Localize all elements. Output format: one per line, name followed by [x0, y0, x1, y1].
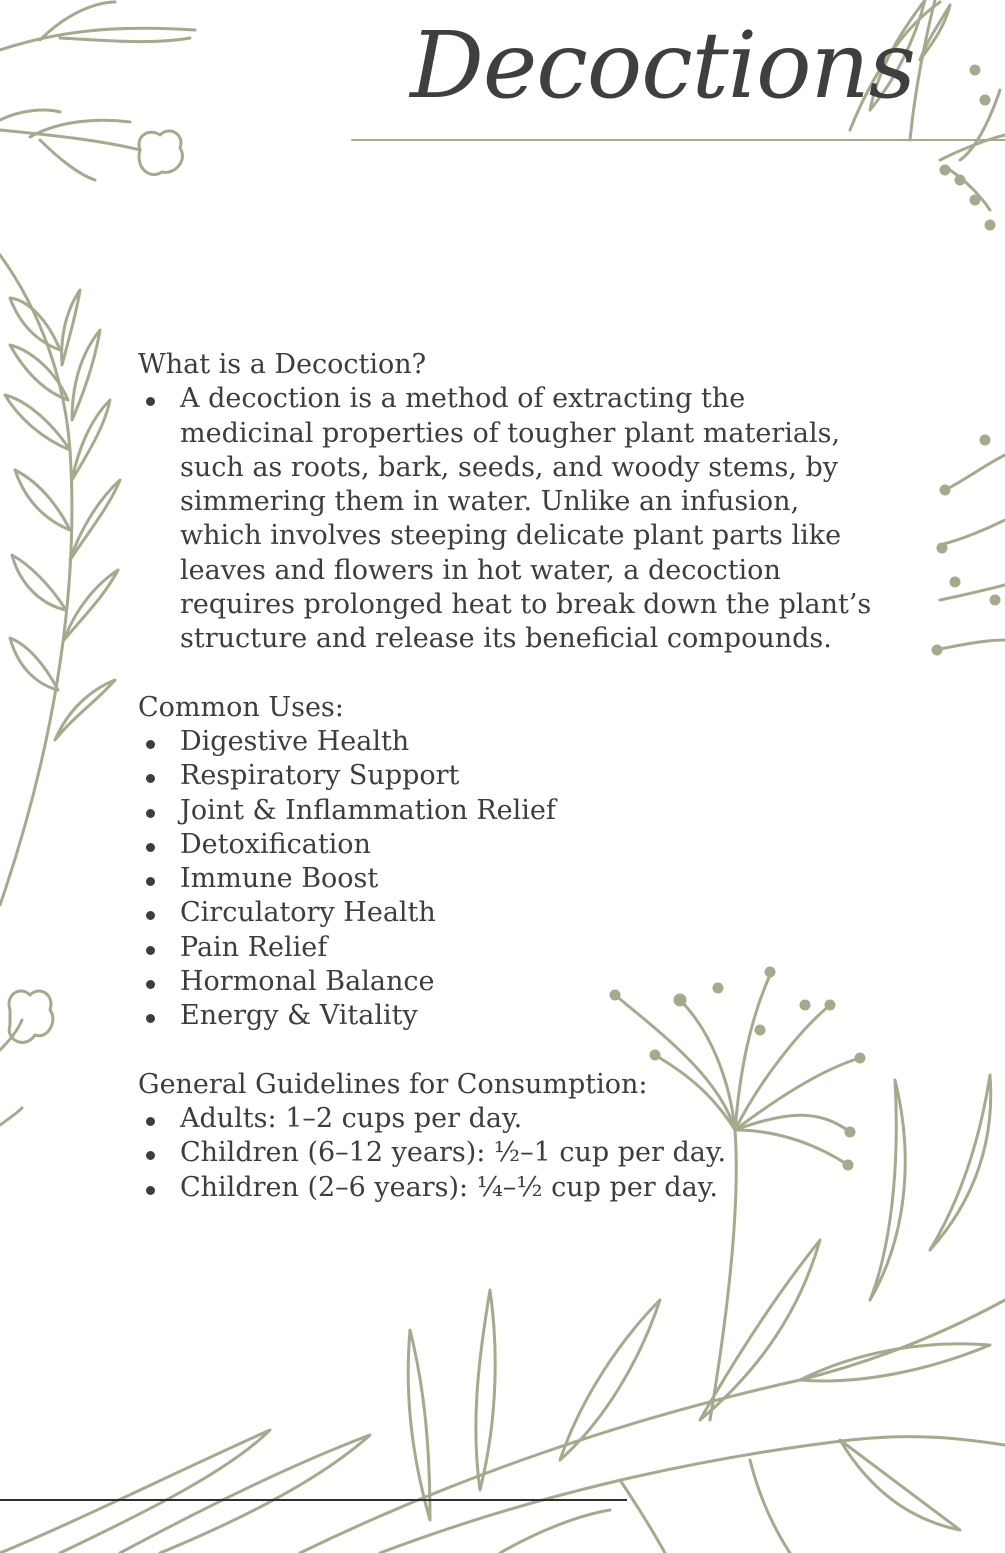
section-what: [138, 348, 878, 657]
list-item: Joint & Inflammation Relief: [180, 794, 878, 828]
list-item: Immune Boost: [180, 862, 878, 896]
section-uses: [138, 691, 878, 1034]
list-item: Pain Relief: [180, 931, 878, 965]
list-item: Digestive Health: [180, 725, 878, 759]
top-left-sprig-icon: [0, 2, 195, 180]
section-heading-guidelines: General Guidelines for Consumption:: [138, 1068, 648, 1100]
list-item: Circulatory Health: [180, 896, 878, 930]
section-heading-what: What is a Decoction?: [138, 349, 427, 380]
bottom-rule: [0, 1499, 627, 1501]
page-title: Decoctions: [410, 12, 915, 119]
list-item: Respiratory Support: [180, 759, 878, 793]
list-item: Adults: 1–2 cups per day.: [180, 1102, 878, 1136]
section-heading-uses: Common Uses:: [138, 691, 344, 723]
list-item: Children (2–6 years): ¼–½ cup per day.: [180, 1171, 878, 1205]
list-item: A decoction is a method of extracting the medicinal properties of tougher plant materials, such as roots, bark, seeds, and woody stems, by simmering them in water. Unlike an infusion, which involves steeping delicate plant parts like leaves and flowers in hot water, a decoction requires prolonged heat to break down the plant’s structure and release its beneficial compounds.: [180, 382, 878, 656]
left-fern-icon: [0, 255, 120, 905]
list-item: Energy & Vitality: [180, 999, 878, 1033]
section-guidelines: [138, 1068, 878, 1205]
list-item: Hormonal Balance: [180, 965, 878, 999]
list-item: Children (6–12 years): ½–1 cup per day.: [180, 1136, 878, 1170]
bullet-list-guidelines: [138, 1102, 878, 1205]
content-body: [138, 348, 878, 1205]
bullet-list-what: [138, 382, 878, 656]
left-flower-icon: [0, 991, 53, 1125]
right-tuft-icon: [933, 436, 1005, 654]
list-item: Detoxification: [180, 828, 878, 862]
bullet-list-uses: [138, 725, 878, 1034]
